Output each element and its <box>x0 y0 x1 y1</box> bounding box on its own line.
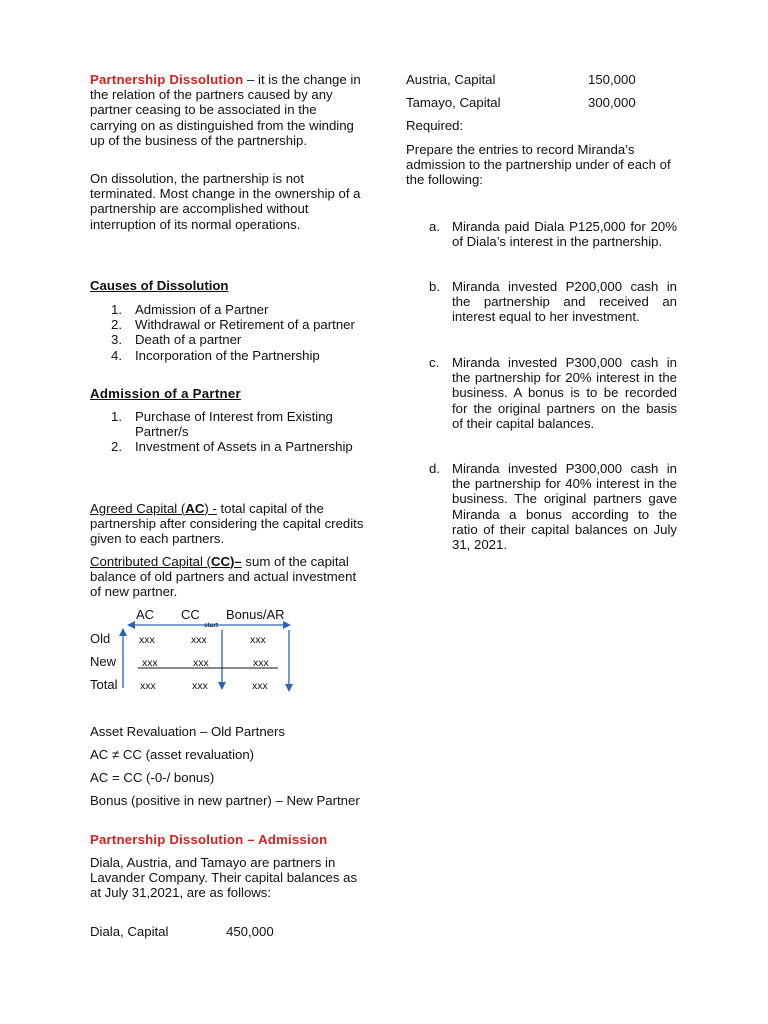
admission-title: Partnership Dissolution – Admission <box>90 832 328 847</box>
list-item: 1. Admission of a Partner <box>111 302 269 317</box>
row-label-total: Total <box>90 677 118 692</box>
dissolution-note: On dissolution, the partnership is not terminated. Most change in the ownership of a partnership are accomplished without interruption of its normal operations. <box>90 171 361 232</box>
required-label: Required: <box>406 118 464 133</box>
table-cell: xxx <box>191 634 207 646</box>
item-text: Miranda invested P300,000 cash in the partnership for 40% interest in the business. The original partners gave Miranda a bonus according to the ratio of their capital balances on July 31, 2021. <box>452 461 677 553</box>
item-letter: c. <box>429 355 440 370</box>
intro-heading: Partnership Dissolution <box>90 72 244 87</box>
bonus-note: Bonus (positive in new partner) – New Partner <box>90 793 360 808</box>
table-cell: xxx <box>192 680 208 692</box>
list-item: 4. Incorporation of the Partnership <box>111 347 320 363</box>
tamayo-capital-value: 300,000 <box>588 95 636 110</box>
table-cell: xxx <box>253 657 269 669</box>
table-cell: xxx <box>140 680 156 692</box>
list-item: 2. Investment of Assets in a Partnership <box>111 439 353 455</box>
diala-capital-value: 450,000 <box>226 924 274 939</box>
intro-text: – it is the change in the relation of the partners caused by any partner ceasing to be associated in the carrying on as distinguished from the winding up of the business of the partnership. <box>90 72 361 148</box>
table-cell: xxx <box>142 657 158 669</box>
admission-heading: Admission of a Partner <box>90 386 241 401</box>
table-cell: xxx <box>250 634 266 646</box>
asset-revaluation-note: Asset Revaluation – Old Partners <box>90 724 285 739</box>
ac-not-equal-cc: AC ≠ CC (asset revaluation) <box>90 747 255 762</box>
diala-capital-label: Diala, Capital <box>90 924 169 939</box>
agreed-capital-definition: Agreed Capital (AC) - total capital of the partnership after considering the capital credits given to each partners. <box>90 501 364 547</box>
list-item: 1. Purchase of Interest from Existing Partner/s <box>111 409 333 440</box>
item-letter: a. <box>429 219 440 234</box>
table-cell: xxx <box>252 680 268 692</box>
header-cc: CC <box>181 607 200 622</box>
item-letter: d. <box>429 461 440 476</box>
table-cell: xxx <box>139 634 155 646</box>
ac-equal-cc: AC = CC (-0-/ bonus) <box>90 770 215 785</box>
item-letter: b. <box>429 279 440 294</box>
austria-capital-value: 150,000 <box>588 72 636 87</box>
austria-capital-label: Austria, Capital <box>406 72 496 87</box>
header-bonus: Bonus/AR <box>226 607 285 622</box>
table-cell: xxx <box>193 657 209 669</box>
row-label-new: New <box>90 654 117 669</box>
row-label-old: Old <box>90 631 111 646</box>
prepare-instruction: Prepare the entries to record Miranda’s admission to the partnership under of each of the following: <box>406 142 671 188</box>
problem-statement: Diala, Austria, and Tamayo are partners in Lavander Company. Their capital balances as at July 31,2021, are as follows: <box>90 855 358 901</box>
list-item: 2. Withdrawal or Retirement of a partner <box>111 317 355 333</box>
item-text: Miranda invested P200,000 cash in the partnership and received an interest equal to her investment. <box>452 279 677 325</box>
item-text: Miranda paid Diala P125,000 for 20% of Diala’s interest in the partnership. <box>452 219 677 250</box>
item-text: Miranda invested P300,000 cash in the partnership for 20% interest in the business. A bonus is to be recorded for the original partners on the basis of their capital balances. <box>452 355 677 431</box>
header-ac: AC <box>136 607 155 622</box>
tamayo-capital-label: Tamayo, Capital <box>406 95 501 110</box>
causes-heading: Causes of Dissolution <box>90 278 229 293</box>
start-label: start <box>204 622 219 629</box>
list-item: 3. Death of a partner <box>111 332 242 348</box>
contributed-capital-definition: Contributed Capital (CC)– sum of the capital balance of old partners and actual investment of new partner. <box>90 554 357 600</box>
